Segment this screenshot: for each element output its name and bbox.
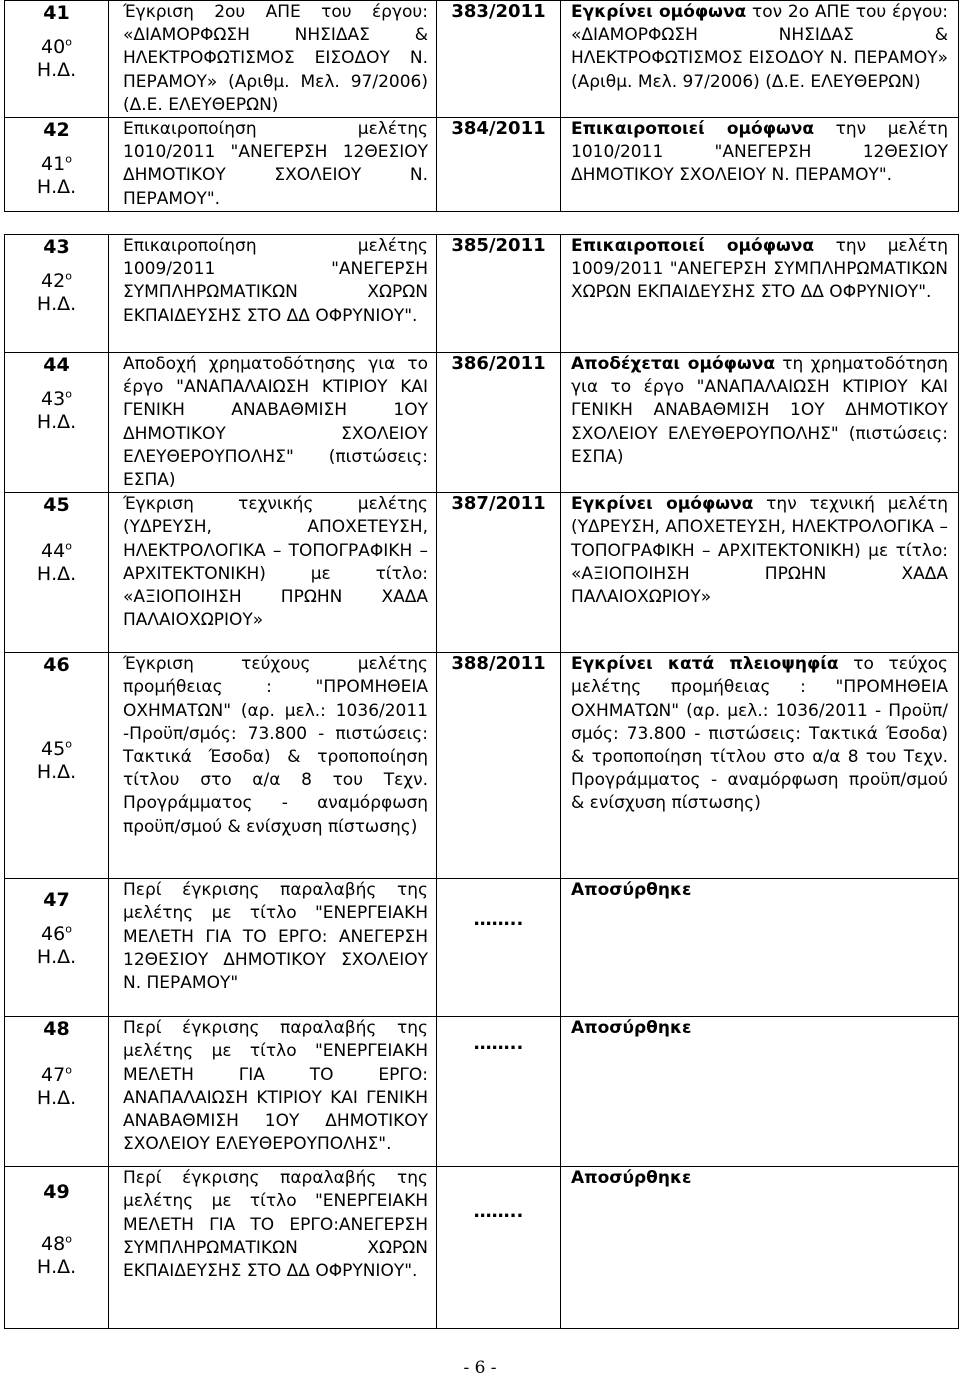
item-number: 42 bbox=[43, 119, 70, 142]
item-order: $45^o$ Η.Δ. bbox=[36, 737, 77, 784]
subject-text: Έγκριση τεχνικής μελέτης (ΥΔΡΕΥΣΗ, ΑΠΟΧΕΤΕΥΣΗ, ΗΛΕΚΤΡΟΛΟΓΙΚΑ – ΤΟΠΟΓΡΑΦΙΚΗ – ΑΡΧΙΤΕΚΤΟΝΙΚΗ) με τίτλο: «ΑΞΙΟΠΟΙΗΣΗ ΠΡΩΗΝ ΧΑΔΑ ΠΑΛΑΙΟΧΩΡΙΟΥ» bbox=[123, 494, 428, 631]
subject-cell bbox=[109, 118, 437, 212]
subject-cell bbox=[109, 1167, 437, 1329]
table-row bbox=[5, 1017, 959, 1167]
item-order: $44^o$ Η.Δ. bbox=[36, 539, 77, 586]
subject-cell bbox=[109, 353, 437, 493]
subject-cell bbox=[109, 1017, 437, 1167]
page-number: - 6 - bbox=[463, 1358, 497, 1378]
table-row bbox=[5, 1, 959, 118]
subject-cell bbox=[109, 493, 437, 653]
ref-cell bbox=[437, 1017, 561, 1167]
decision-text: Αποδέχεται ομόφωνα τη χρηματοδότηση για το έργο "ΑΝΑΠΑΛΑΙΩΣΗ ΚΤΙΡΙΟΥ ΚΑΙ ΓΕΝΙΚΗ ΑΝΑΒΑΘΜΙΣΗ 1ΟΥ ΔΗΜΟΤΙΚΟΥ ΣΧΟΛΕΙΟΥ ΕΛΕΥΘΕΡΟΥΠΟΛΗΣ" (πιστώσεις: ΕΣΠΑ) bbox=[571, 354, 948, 467]
item-number-cell bbox=[5, 235, 109, 353]
decision-cell bbox=[561, 1, 959, 118]
decision-number: 386/2011 bbox=[451, 353, 546, 374]
decision-cell bbox=[561, 879, 959, 1017]
item-order: $46^o$ Η.Δ. bbox=[36, 922, 77, 969]
item-number: 45 bbox=[43, 494, 70, 517]
decision-text: Εγκρίνει ομόφωνα την τεχνική μελέτη (ΥΔΡΕΥΣΗ, ΑΠΟΧΕΤΕΥΣΗ, ΗΛΕΚΤΡΟΛΟΓΙΚΑ – ΤΟΠΟΓΡΑΦΙΚΗ – ΑΡΧΙΤΕΚΤΟΝΙΚΗ) με τίτλο: «ΑΞΙΟΠΟΙΗΣΗ ΠΡΩΗΝ ΧΑΔΑ ΠΑΛΑΙΟΧΩΡΙΟΥ» bbox=[571, 494, 948, 608]
decision-text: Αποσύρθηκε bbox=[571, 1168, 692, 1189]
table-row bbox=[5, 118, 959, 212]
subject-cell bbox=[109, 1, 437, 118]
item-number: 48 bbox=[43, 1018, 70, 1041]
decision-text: Αποσύρθηκε bbox=[571, 1018, 692, 1039]
item-order: $43^o$ Η.Δ. bbox=[36, 387, 77, 433]
ref-cell bbox=[437, 353, 561, 493]
decision-text: Αποσύρθηκε bbox=[571, 880, 692, 901]
item-order: $48^o$ Η.Δ. bbox=[36, 1232, 77, 1279]
decision-number: 385/2011 bbox=[451, 235, 546, 256]
item-number: 41 bbox=[43, 2, 70, 24]
subject-text: Έγκριση τεύχους μελέτης προμήθειας : "ΠΡΟΜΗΘΕΙΑ ΟΧΗΜΑΤΩΝ" (αρ. μελ.: 1036/2011 -Προϋπ/σμός: 73.800 - πιστώσεις: Τακτικά Έσοδα) & τροποποίηση τίτλου στο α/α 8 του Τεχν. Προγράμματος - αναμόρφωση προϋπ/σμού & ενίσχυση πίστωσης) bbox=[123, 654, 428, 837]
ref-cell bbox=[437, 118, 561, 212]
ref-cell bbox=[437, 1167, 561, 1329]
subject-text: Περί έγκρισης παραλαβής της μελέτης με τίτλο "ΕΝΕΡΓΕΙΑΚΗ ΜΕΛΕΤΗ ΓΙΑ ΤΟ ΕΡΓΟ: ΑΝΑΠΑΛΑΙΩΣΗ ΚΤΙΡΙΟΥ ΚΑΙ ΓΕΝΙΚΗ ΑΝΑΒΑΘΜΙΣΗ 1ΟΥ ΔΗΜΟΤΙΚΟΥ ΣΧΟΛΕΙΟΥ ΕΛΕΥΘΕΡΟΥΠΟΛΗΣ". bbox=[123, 1018, 428, 1155]
item-number: 44 bbox=[43, 354, 70, 376]
table-row bbox=[5, 653, 959, 879]
item-number-cell bbox=[5, 353, 109, 493]
item-number-cell bbox=[5, 1, 109, 118]
decision-cell bbox=[561, 653, 959, 879]
subject-cell bbox=[109, 653, 437, 879]
ref-cell bbox=[437, 493, 561, 653]
decision-text: Επικαιροποιεί ομόφωνα την μελέτη 1009/2011 "ΑΝΕΓΕΡΣΗ ΣΥΜΠΛΗΡΩΜΑΤΙΚΩΝ ΧΩΡΩΝ ΕΚΠΑΙΔΕΥΣΗΣ ΣΤΟ ΔΔ ΟΦΡΥΝΙΟΥ". bbox=[571, 236, 949, 303]
item-order: $47^o$ Η.Δ. bbox=[36, 1063, 77, 1110]
ref-cell bbox=[437, 653, 561, 879]
decision-number: …….. bbox=[473, 1033, 524, 1055]
minutes-table-bottom bbox=[4, 234, 959, 1329]
decision-number: …….. bbox=[473, 1201, 524, 1223]
minutes-table-top bbox=[4, 0, 959, 212]
subject-text: Επικαιροποίηση μελέτης 1009/2011 "ΑΝΕΓΕΡΣΗ ΣΥΜΠΛΗΡΩΜΑΤΙΚΩΝ ΧΩΡΩΝ ΕΚΠΑΙΔΕΥΣΗΣ ΣΤΟ ΔΔ ΟΦΡΥΝΙΟΥ". bbox=[123, 236, 428, 326]
decision-text: Εγκρίνει κατά πλειοψηφία το τεύχος μελέτης προμήθειας : "ΠΡΟΜΗΘΕΙΑ ΟΧΗΜΑΤΩΝ" (αρ. μελ.: 1036/2011 - Προϋπ/σμός: 73.800 - πιστώσεις: Τακτικά Έσοδα) & τροποποίηση τίτλου στο α/α 8 του Τεχν. Προγράμματος - αναμόρφωση προϋπ/σμού & ενίσχυση πίστωσης) bbox=[571, 654, 948, 814]
table-row bbox=[5, 493, 959, 653]
item-order: $40^o$ Η.Δ. bbox=[36, 35, 77, 81]
decision-text: Εγκρίνει ομόφωνα τον 2ο ΑΠΕ του έργου: «ΔΙΑΜΟΡΦΩΣΗ ΝΗΣΙΔΑΣ & ΗΛΕΚΤΡΟΦΩΤΙΣΜΟΣ ΕΙΣΟΔΟΥ Ν. ΠΕΡΑΜΟΥ» (Αριθμ. Μελ. 97/2006) (Δ.Ε. ΕΛΕΥΘΕΡΩΝ) bbox=[571, 2, 949, 92]
table-row bbox=[5, 353, 959, 493]
decision-cell bbox=[561, 235, 959, 353]
decision-number: 387/2011 bbox=[451, 493, 546, 515]
subject-text: Αποδοχή χρηματοδότησης για το έργο "ΑΝΑΠΑΛΑΙΩΣΗ ΚΤΙΡΙΟΥ ΚΑΙ ΓΕΝΙΚΗ ΑΝΑΒΑΘΜΙΣΗ 1ΟΥ ΔΗΜΟΤΙΚΟΥ ΣΧΟΛΕΙΟΥ ΕΛΕΥΘΕΡΟΥΠΟΛΗΣ" (πιστώσεις: ΕΣΠΑ) bbox=[123, 354, 428, 491]
item-number-cell bbox=[5, 879, 109, 1017]
ref-cell bbox=[437, 879, 561, 1017]
table-row bbox=[5, 1167, 959, 1329]
decision-number: 383/2011 bbox=[451, 1, 546, 22]
item-number: 49 bbox=[43, 1181, 70, 1204]
item-number-cell bbox=[5, 653, 109, 879]
subject-text: Περί έγκρισης παραλαβής της μελέτης με τίτλο "ΕΝΕΡΓΕΙΑΚΗ ΜΕΛΕΤΗ ΓΙΑ ΤΟ ΕΡΓΟ: ΑΝΕΓΕΡΣΗ 12ΘΕΣΙΟΥ ΔΗΜΟΤΙΚΟΥ ΣΧΟΛΕΙΟΥ Ν. ΠΕΡΑΜΟΥ" bbox=[123, 880, 428, 994]
ref-cell bbox=[437, 1, 561, 118]
subject-text: Περί έγκρισης παραλαβής της μελέτης με τίτλο "ΕΝΕΡΓΕΙΑΚΗ ΜΕΛΕΤΗ ΓΙΑ ΤΟ ΕΡΓΟ:ΑΝΕΓΕΡΣΗ ΣΥΜΠΛΗΡΩΜΑΤΙΚΩΝ ΧΩΡΩΝ ΕΚΠΑΙΔΕΥΣΗΣ ΣΤΟ ΔΔ ΟΦΡΥΝΙΟΥ". bbox=[123, 1168, 428, 1282]
table-row bbox=[5, 879, 959, 1017]
decision-number: …….. bbox=[473, 909, 524, 931]
item-order: $41^o$ Η.Δ. bbox=[36, 152, 77, 199]
item-number-cell bbox=[5, 1017, 109, 1167]
table-row bbox=[5, 235, 959, 353]
ref-cell bbox=[437, 235, 561, 353]
decision-cell bbox=[561, 1017, 959, 1167]
decision-number: 388/2011 bbox=[451, 653, 546, 675]
decision-number: 384/2011 bbox=[451, 118, 546, 140]
decision-cell bbox=[561, 118, 959, 212]
item-number-cell bbox=[5, 118, 109, 212]
decision-cell bbox=[561, 493, 959, 653]
item-number: 46 bbox=[43, 654, 70, 677]
item-number: 43 bbox=[43, 236, 70, 258]
subject-text: Επικαιροποίηση μελέτης 1010/2011 "ΑΝΕΓΕΡΣΗ 12ΘΕΣΙΟΥ ΔΗΜΟΤΙΚΟΥ ΣΧΟΛΕΙΟΥ Ν. ΠΕΡΑΜΟΥ". bbox=[123, 119, 428, 209]
item-order: $42^o$ Η.Δ. bbox=[36, 269, 77, 315]
subject-cell bbox=[109, 879, 437, 1017]
item-number-cell bbox=[5, 1167, 109, 1329]
subject-cell bbox=[109, 235, 437, 353]
item-number: 47 bbox=[43, 889, 70, 912]
decision-text: Επικαιροποιεί ομόφωνα την μελέτη 1010/2011 "ΑΝΕΓΕΡΣΗ 12ΘΕΣΙΟΥ ΔΗΜΟΤΙΚΟΥ ΣΧΟΛΕΙΟΥ Ν. ΠΕΡΑΜΟΥ". bbox=[571, 119, 949, 186]
subject-text: Έγκριση 2ου ΑΠΕ του έργου: «ΔΙΑΜΟΡΦΩΣΗ ΝΗΣΙΔΑΣ & ΗΛΕΚΤΡΟΦΩΤΙΣΜΟΣ ΕΙΣΟΔΟΥ Ν. ΠΕΡΑΜΟΥ» (Αριθμ. Μελ. 97/2006) (Δ.Ε. ΕΛΕΥΘΕΡΩΝ) bbox=[123, 2, 428, 115]
decision-cell bbox=[561, 1167, 959, 1329]
decision-cell bbox=[561, 353, 959, 493]
item-number-cell bbox=[5, 493, 109, 653]
